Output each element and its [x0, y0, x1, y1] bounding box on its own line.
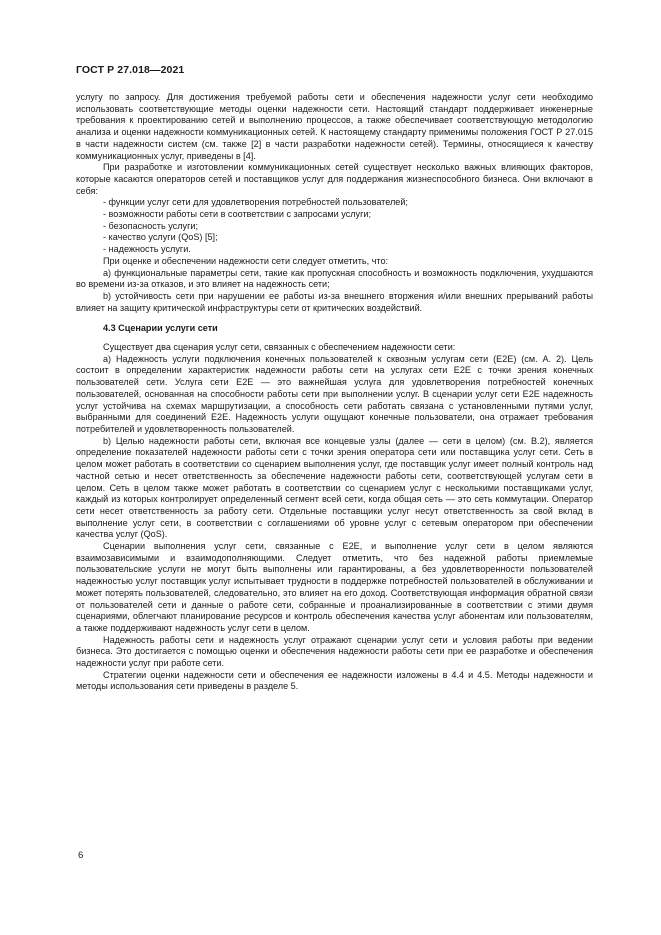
- standard-header: ГОСТ Р 27.018—2021: [76, 64, 185, 76]
- paragraph: а) Надежность услуги подключения конечных пользователей к сквозным услугам сети (E2E) (см. А. 2). Цель состоит в определении характеристик надежности работы сети на услугах сети E2E с точки зрения конечных пользователей сети. Услуга сети E2E — это важнейшая услуга для удовлетворения потребностей конечных пользователей, основанная на способности работы сети при выполнении услуг. В сценарии услуг сети E2E надежность услуг устойчива на схемах маршрутизации, а способность сети работать связана с установленными путями услуг, выбранными для соединений E2E. Надежность услуги ощущают конечные пользователи, она отражает требования потребителей и удовлетворенность пользователей.: [76, 353, 593, 434]
- list-item: - функции услуг сети для удовлетворения потребностей пользователей;: [103, 197, 408, 208]
- section-heading: 4.3 Сценарии услуги сети: [103, 323, 218, 334]
- paragraph: Надежность работы сети и надежность услуг отражают сценарии услуг сети и условия работы при ведении бизнеса. Это достигается с помощью оценки и обеспечения надежности работы сети при ее разработке и обеспечения надежности услуг при работе сети.: [76, 634, 593, 669]
- paragraph: Существует два сценария услуг сети, связанных с обеспечением надежности сети:: [103, 342, 456, 353]
- paragraph: а) функциональные параметры сети, такие как пропускная способность и возможность подключения, ухудшаются во времени из-за отказов, и это влияет на надежность сети;: [76, 267, 593, 290]
- paragraph: услугу по запросу. Для достижения требуемой работы сети и обеспечения надежности услуг сети необходимо использовать соответствующие методы оценки надежности сети. Настоящий стандарт поддерживает инженерные требования к проектированию сетей и выполнению процессов, а также обеспечивает соответствующую методологию анализа и оценки надежности коммуникационных сетей. К настоящему стандарту применимы положения ГОСТ Р 27.015 в части надежности систем (см. также [2] в части разработки надежности сетей). Термины, относящиеся к качеству коммуникационных услуг, приведены в [4].: [76, 92, 593, 161]
- paragraph: b) устойчивость сети при нарушении ее работы из-за внешнего вторжения и/или внешних прерываний работы влияет на защиту критической инфраструктуры сети от критических воздействий.: [76, 290, 593, 313]
- paragraph: Сценарии выполнения услуг сети, связанные с E2E, и выполнение услуг сети в целом являются взаимозависимыми и взаимодополняющими. Следует отметить, что без надежной работы приемлемые пользовательские услуги не могут быть выполнены или гарантированы, а без удовлетворенности пользователей надежностью услуг поставщик услуг испытывает трудности в поддержке потребностей пользователей в обслуживании и может потерять пользователей, следовательно, это влияет на его доход. Соответствующая информация обратной связи от пользователей сети и данные о работе сети, собранные и проанализированные в соответствии с этими двумя сценариями, облегчают планирование ресурсов и контроль обеспечения качества услуг абонентам или пользователям, а также поддерживают надежность услуг сети в целом.: [76, 541, 593, 633]
- list-item: - надежность услуги.: [103, 244, 191, 255]
- list-item: - возможности работы сети в соответствии с запросами услуги;: [103, 209, 372, 220]
- paragraph: Стратегии оценки надежности сети и обеспечения ее надежности изложены в 4.4 и 4.5. Методы надежности и методы использования сети приведены в разделе 5.: [76, 669, 593, 692]
- paragraph: При оценке и обеспечении надежности сети следует отметить, что:: [103, 255, 389, 266]
- body-text: [76, 92, 593, 693]
- paragraph: При разработке и изготовлении коммуникационных сетей существует несколько важных влияющих факторов, которые касаются операторов сетей и поставщиков услуг для поддержания жизнеспособного бизнеса. Они включают в себя:: [76, 162, 593, 196]
- page-number: 6: [78, 850, 84, 861]
- list-item: - безопасность услуги;: [103, 220, 198, 231]
- paragraph: b) Целью надежности работы сети, включая все концевые узлы (далее — сети в целом) (см. В.2), является определение показателей надежности работы сети с точки зрения оператора сети или поставщика услуг сети. Сеть в целом может работать в соответствии со сценарием выполнения услуг, где поставщик услуг имеет полный контроль над частной сетью и несет ответственность за обеспечение надежности работы сети, соответствующей услугам сети в целом. Сеть в целом также может работать в соответствии со сценарием услуг с несколькими поставщиками услуг, каждый из которых контролирует определенный сегмент всей сети, когда общая сеть — это сеть коммутации. Оператор сети несет ответственность за работу сети. Отдельные поставщики услуг несут ответственность за свой вклад в выполнение услуг сети, в соответствии с соглашениями об уровне услуг с сетевым оператором при обеспечении качества услуг (QoS).: [76, 435, 593, 540]
- list-item: - качество услуги (QoS) [5];: [103, 232, 218, 243]
